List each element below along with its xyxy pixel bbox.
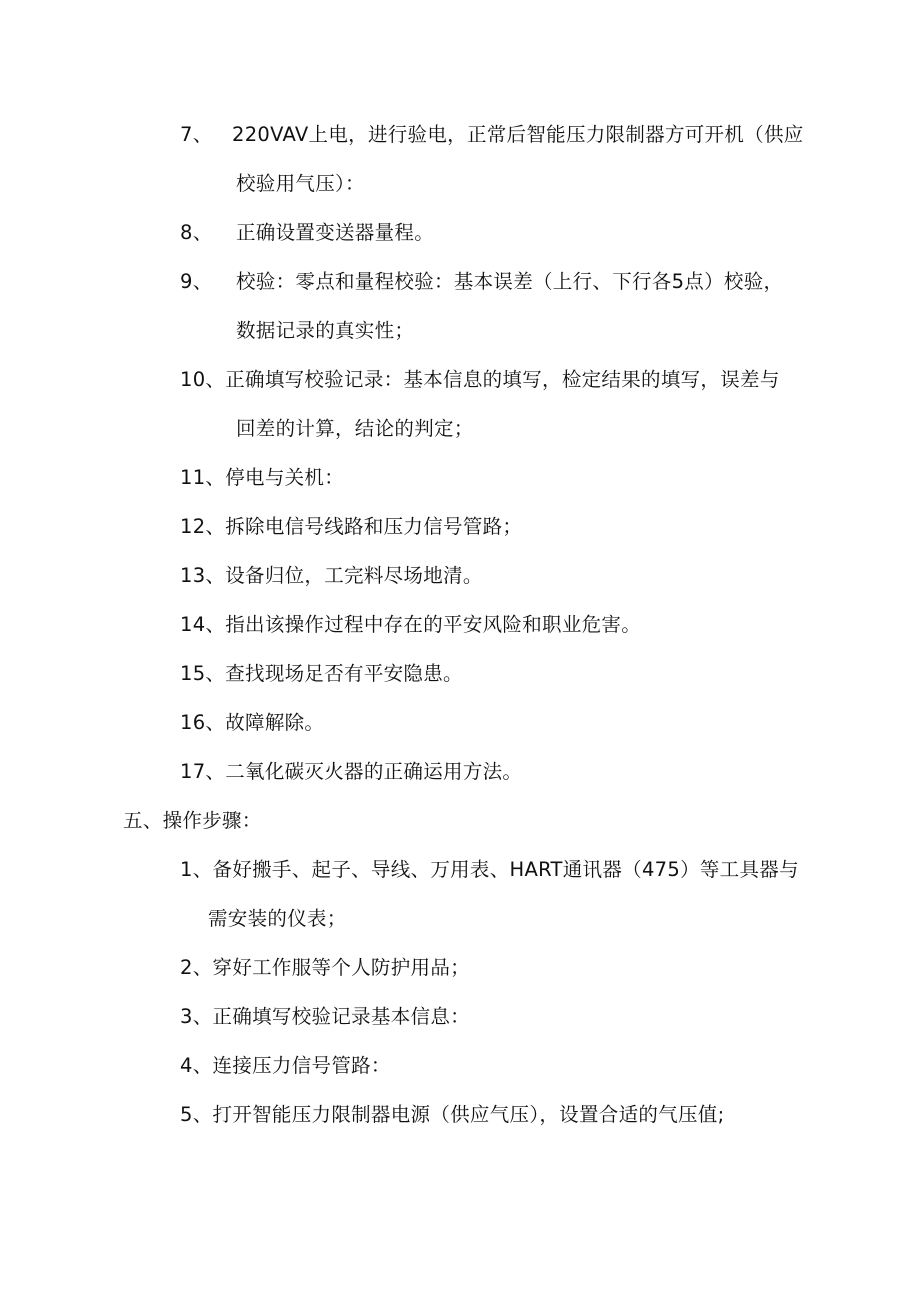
item-number: 8、 bbox=[180, 221, 213, 244]
step-5 bbox=[180, 1102, 724, 1128]
step-text: 穿好工作服等个人防护用品； bbox=[212, 956, 470, 979]
item-text: 拆除电信号线路和压力信号管路； bbox=[225, 515, 523, 538]
item-number: 17、 bbox=[180, 760, 226, 783]
item-text: 指出该操作过程中存在的平安风险和职业危害。 bbox=[225, 613, 642, 636]
step-text: 需安装的仪表； bbox=[208, 907, 347, 930]
list-item-7-continuation bbox=[236, 171, 365, 197]
step-4 bbox=[180, 1053, 391, 1079]
list-item-9 bbox=[180, 269, 783, 295]
step-number: 3、 bbox=[180, 1005, 213, 1028]
list-item-16 bbox=[180, 710, 324, 736]
item-number: 12、 bbox=[180, 515, 226, 538]
list-item-10-continuation bbox=[236, 416, 474, 442]
step-text: 备好搬手、起子、导线、万用表、HART通讯器（475）等工具器与 bbox=[212, 858, 799, 881]
item-number: 11、 bbox=[180, 466, 226, 489]
list-item-10 bbox=[180, 367, 780, 393]
item-text: 回差的计算，结论的判定； bbox=[236, 417, 474, 440]
step-3 bbox=[180, 1004, 470, 1030]
item-text: 正确设置变送器量程。 bbox=[236, 221, 435, 244]
item-text: 查找现场足否有平安隐患。 bbox=[225, 662, 463, 685]
step-number: 5、 bbox=[180, 1103, 213, 1126]
item-number: 15、 bbox=[180, 662, 226, 685]
list-item-9-continuation bbox=[236, 318, 414, 344]
item-text: 数据记录的真实性； bbox=[236, 319, 415, 342]
list-item-17 bbox=[180, 759, 522, 785]
item-number: 14、 bbox=[180, 613, 226, 636]
item-number: 16、 bbox=[180, 711, 226, 734]
step-1 bbox=[180, 857, 799, 883]
step-text: 正确填写校验记录基本信息： bbox=[212, 1005, 470, 1028]
item-number: 7、 bbox=[180, 123, 213, 146]
section-heading: 五、操作步骤： bbox=[123, 809, 262, 832]
item-number: 10、 bbox=[180, 368, 226, 391]
item-text: 校验：零点和量程校验：基本误差（上行、下行各5点）校验， bbox=[236, 270, 784, 293]
item-text: 校验用气压）： bbox=[236, 172, 365, 195]
step-number: 1、 bbox=[180, 858, 213, 881]
list-item-13 bbox=[180, 563, 483, 589]
step-1-continuation bbox=[208, 906, 347, 932]
list-item-11 bbox=[180, 465, 344, 491]
list-item-8 bbox=[180, 220, 434, 246]
item-number: 9、 bbox=[180, 270, 213, 293]
item-text: 设备归位，工完料尽场地清。 bbox=[225, 564, 483, 587]
item-text: 故障解除。 bbox=[225, 711, 325, 734]
item-text: 停电与关机： bbox=[225, 466, 345, 489]
list-item-15 bbox=[180, 661, 463, 687]
step-text: 连接压力信号管路： bbox=[212, 1054, 391, 1077]
step-text: 打开智能压力限制器电源（供应气压），设置合适的气压值; bbox=[212, 1103, 725, 1126]
item-text: 正确填写校验记录：基本信息的填写，检定结果的填写，误差与 bbox=[225, 368, 780, 391]
item-text: 220VAV上电，进行验电，正常后智能压力限制器方可开机（供应 bbox=[232, 123, 804, 146]
list-item-7 bbox=[180, 122, 804, 148]
item-number: 13、 bbox=[180, 564, 226, 587]
step-number: 2、 bbox=[180, 956, 213, 979]
item-text: 二氧化碳灭火器的正确运用方法。 bbox=[225, 760, 523, 783]
list-item-14 bbox=[180, 612, 641, 638]
list-item-12 bbox=[180, 514, 522, 540]
step-2 bbox=[180, 955, 470, 981]
step-number: 4、 bbox=[180, 1054, 213, 1077]
